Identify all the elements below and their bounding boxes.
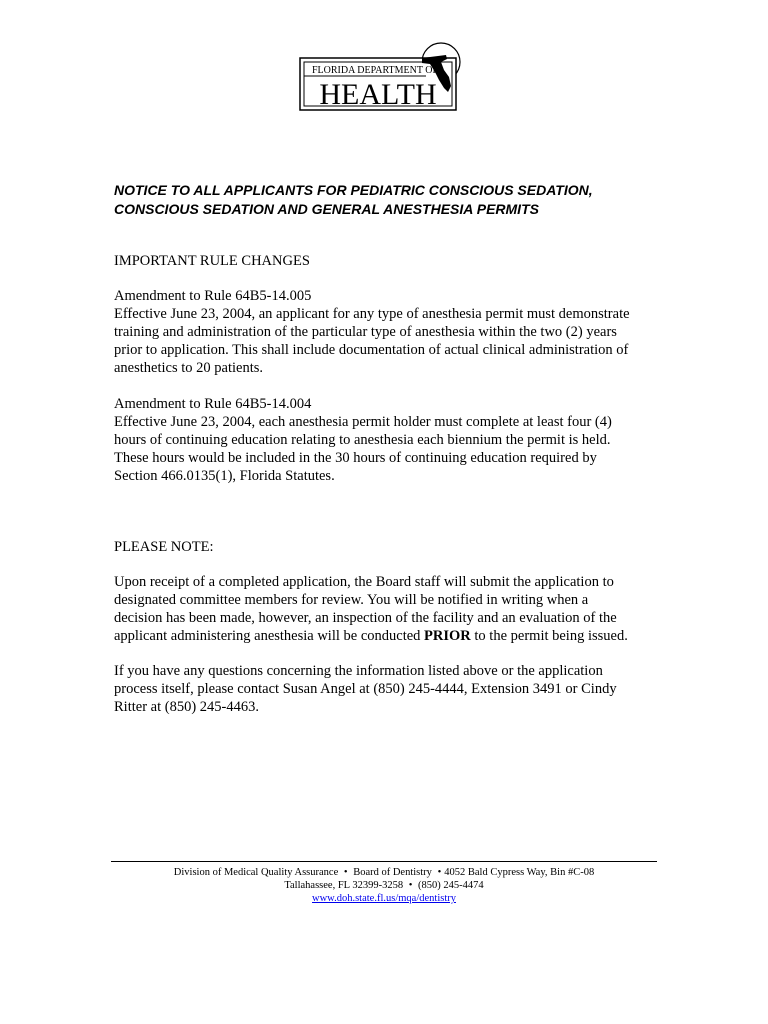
florida-doh-logo [298, 42, 468, 114]
receipt-last-line [114, 627, 659, 645]
bullet-icon: • [343, 867, 348, 878]
notice-title [114, 181, 674, 219]
amendment-1-line: anesthetics to 20 patients. [114, 360, 263, 376]
amendment-1-line: prior to application. This shall include documentation of actual clinical administration of [114, 342, 629, 358]
please-note-heading: PLEASE NOTE: [114, 539, 214, 555]
receipt-paragraph [114, 573, 659, 645]
questions-line: If you have any questions concerning the information listed above or the application [114, 663, 603, 679]
amendment-2-section [114, 395, 659, 485]
footer-rule [111, 861, 657, 862]
important-heading: IMPORTANT RULE CHANGES [114, 253, 310, 269]
amendment-1-section [114, 287, 659, 377]
receipt-last-line-after: to the permit being issued. [470, 628, 628, 644]
notice-title-line-1: NOTICE TO ALL APPLICANTS FOR PEDIATRIC CONSCIOUS SEDATION, [114, 182, 593, 198]
amendment-2-line: These hours would be included in the 30 hours of continuing education required by [114, 450, 597, 466]
footer-city: Tallahassee, FL 32399-3258 [284, 880, 404, 891]
prior-emphasis: PRIOR [424, 628, 471, 644]
receipt-last-line-before: applicant administering anesthesia will be conducted [114, 628, 425, 644]
questions-paragraph [114, 662, 659, 716]
amendment-1-line: Effective June 23, 2004, an applicant for any type of anesthesia permit must demonstrate [114, 306, 630, 322]
amendment-1-heading: Amendment to Rule 64B5-14.005 [114, 288, 312, 304]
footer-line-2 [111, 879, 657, 892]
receipt-line: decision has been made, however, an inspection of the facility and an evaluation of the [114, 610, 617, 626]
bullet-icon: • [408, 880, 413, 891]
amendment-2-line: Effective June 23, 2004, each anesthesia permit holder must complete at least four (4) [114, 414, 612, 430]
footer-phone: (850) 245-4474 [418, 880, 484, 891]
notice-title-line-2: CONSCIOUS SEDATION AND GENERAL ANESTHESIA PERMITS [114, 201, 539, 217]
website-link[interactable]: www.doh.state.fl.us/mqa/dentistry [312, 893, 456, 904]
logo-top-text: FLORIDA DEPARTMENT OF [312, 65, 439, 76]
bullet-icon: • [437, 867, 442, 878]
footer-line-3 [111, 892, 657, 905]
footer [111, 866, 657, 905]
receipt-line: Upon receipt of a completed application, the Board staff will submit the application to [114, 574, 614, 590]
receipt-line: designated committee members for review. You will be notified in writing when a [114, 592, 589, 608]
footer-division: Division of Medical Quality Assurance [173, 867, 339, 878]
footer-address: 4052 Bald Cypress Way, Bin #C-08 [444, 867, 595, 878]
amendment-1-line: training and administration of the particular type of anesthesia within the two (2) years [114, 324, 617, 340]
questions-line: Ritter at (850) 245-4463. [114, 699, 259, 715]
amendment-2-heading: Amendment to Rule 64B5-14.004 [114, 396, 312, 412]
logo-graphic [298, 42, 468, 114]
amendment-2-line: Section 466.0135(1), Florida Statutes. [114, 468, 335, 484]
footer-line-1 [111, 866, 657, 879]
footer-board: Board of Dentistry [353, 867, 432, 878]
amendment-2-line: hours of continuing education relating to anesthesia each biennium the permit is held. [114, 432, 611, 448]
questions-line: process itself, please contact Susan Angel at (850) 245-4444, Extension 3491 or Cindy [114, 681, 617, 697]
logo-main-text: HEALTH [319, 78, 437, 111]
